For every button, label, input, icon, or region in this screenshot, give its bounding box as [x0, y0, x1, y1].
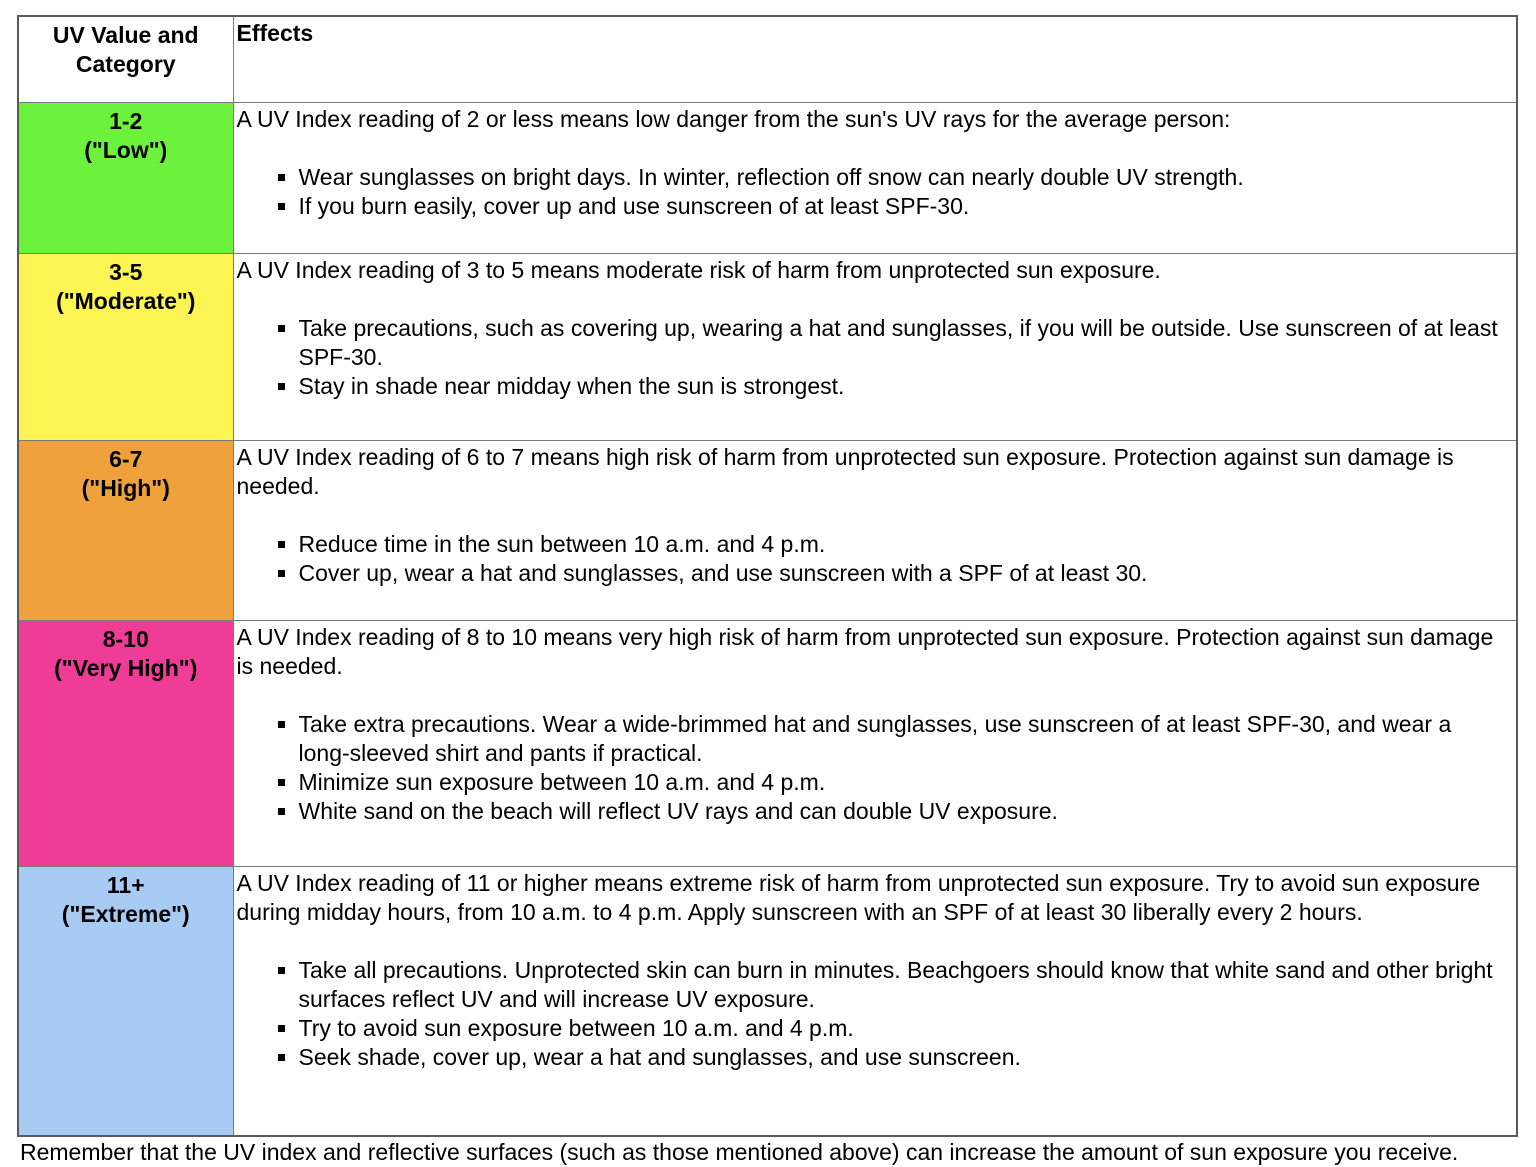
effects-bullet: ▪ If you burn easily, cover up and use sunscreen of at least SPF-30.: [299, 192, 1509, 221]
footnote-partial-text: Remember that the UV index and reflective surfaces (such as those mentioned above) can increase the amount of sun exposure you receive.: [20, 1139, 1459, 1165]
effects-bullet: ▪ Wear sunglasses on bright days. In winter, reflection off snow can nearly double UV strength.: [299, 163, 1509, 192]
uv-category-label: ("High"): [81, 475, 170, 501]
effects-bullet-list: [237, 163, 1509, 221]
effects-bullet: ▪ Seek shade, cover up, wear a hat and sunglasses, and use sunscreen.: [299, 1043, 1509, 1072]
uv-category-label: ("Low"): [84, 137, 168, 163]
uv-category-cell-low: [18, 103, 233, 254]
effects-intro: A UV Index reading of 6 to 7 means high risk of harm from unprotected sun exposure. Protection against sun damage is needed.: [236, 444, 1454, 499]
table-row-extreme: [18, 867, 1517, 1137]
uv-category-label: ("Very High"): [54, 655, 198, 681]
table-row-low: [18, 103, 1517, 254]
effects-cell-very-high: [233, 621, 1517, 867]
uv-value: 11+: [106, 872, 145, 898]
effects-bullet: ▪ Take all precautions. Unprotected skin can burn in minutes. Beachgoers should know that white sand and other bright surfaces reflect UV and will increase UV exposure.: [299, 956, 1509, 1014]
effects-bullet: ▪ Try to avoid sun exposure between 10 a.m. and 4 p.m.: [299, 1014, 1509, 1043]
effects-bullet: ▪ Stay in shade near midday when the sun is strongest.: [299, 372, 1509, 401]
effects-bullet: ▪ Cover up, wear a hat and sunglasses, and use sunscreen with a SPF of at least 30.: [299, 559, 1509, 588]
effects-bullet: ▪ Take precautions, such as covering up, wearing a hat and sunglasses, if you will be outside. Use sunscreen of at least SPF-30.: [299, 314, 1509, 372]
effects-bullet-list: [237, 956, 1509, 1072]
effects-cell-extreme: [233, 867, 1517, 1137]
column-header-effects: Effects: [233, 16, 1517, 103]
uv-value: 8-10: [102, 626, 149, 652]
uv-category-label: ("Moderate"): [56, 288, 196, 314]
effects-cell-moderate: [233, 254, 1517, 441]
effects-intro: A UV Index reading of 8 to 10 means very high risk of harm from unprotected sun exposure. Protection against sun damage is needed.: [236, 624, 1494, 679]
uv-index-table: [17, 15, 1518, 1137]
uv-category-cell-extreme: [18, 867, 233, 1137]
effects-bullet-list: [237, 710, 1509, 826]
uv-value: 1-2: [109, 108, 143, 134]
effects-bullet: ▪ Take extra precautions. Wear a wide-brimmed hat and sunglasses, use sunscreen of at least SPF-30, and wear a long-sleeved shirt and pants if practical.: [299, 710, 1509, 768]
effects-cell-low: [233, 103, 1517, 254]
effects-bullet: ▪ Minimize sun exposure between 10 a.m. and 4 p.m.: [299, 768, 1509, 797]
effects-bullet-list: [237, 530, 1509, 588]
uv-category-label: ("Extreme"): [61, 901, 190, 927]
table-row-high: [18, 441, 1517, 621]
table-header-row: [18, 16, 1517, 103]
effects-bullet-list: [237, 314, 1509, 401]
uv-value: 3-5: [109, 259, 143, 285]
uv-value: 6-7: [109, 446, 143, 472]
effects-intro: A UV Index reading of 2 or less means low danger from the sun's UV rays for the average person:: [236, 106, 1231, 132]
effects-bullet: ▪ Reduce time in the sun between 10 a.m. and 4 p.m.: [299, 530, 1509, 559]
effects-intro: A UV Index reading of 11 or higher means extreme risk of harm from unprotected sun exposure. Try to avoid sun exposure during midday hours, from 10 a.m. to 4 p.m. Apply sunscreen with an SPF of at least 30 liberally every 2 hours.: [236, 870, 1480, 925]
table-row-very-high: [18, 621, 1517, 867]
effects-bullet: ▪ White sand on the beach will reflect UV rays and can double UV exposure.: [299, 797, 1509, 826]
table-row-moderate: [18, 254, 1517, 441]
effects-intro: A UV Index reading of 3 to 5 means moderate risk of harm from unprotected sun exposure.: [236, 257, 1161, 283]
uv-category-cell-moderate: [18, 254, 233, 441]
column-header-uv-value: UV Value and Category: [18, 16, 233, 103]
uv-category-cell-very-high: [18, 621, 233, 867]
uv-category-cell-high: [18, 441, 233, 621]
effects-cell-high: [233, 441, 1517, 621]
